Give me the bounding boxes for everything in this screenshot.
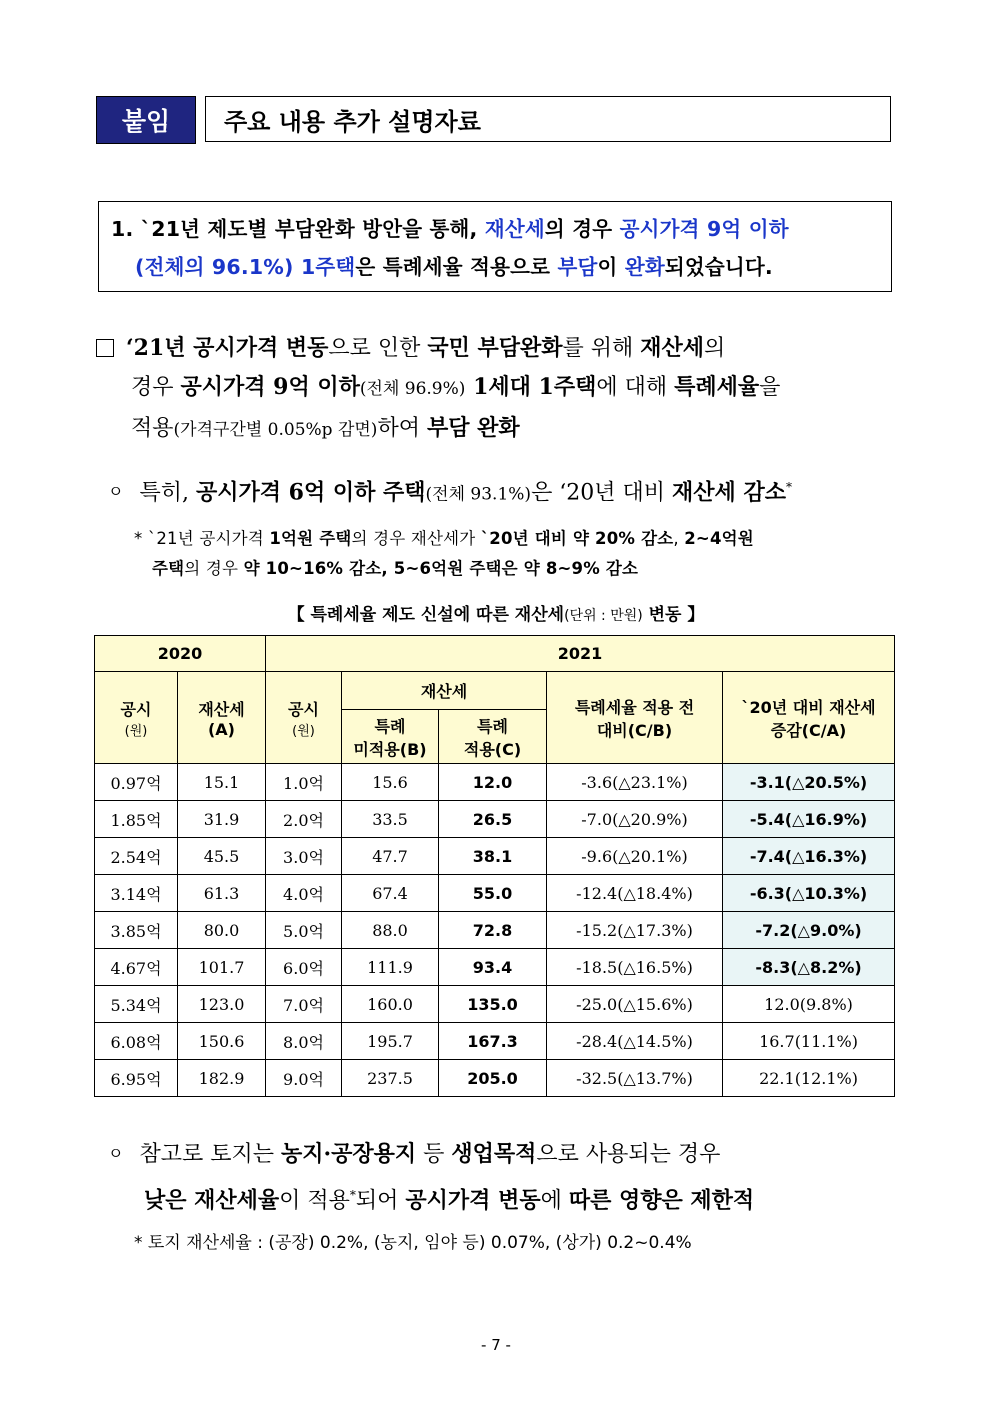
ref-text-bold: 따른 영향은 제한적 xyxy=(568,1187,755,1214)
table-cell: 167.3 xyxy=(439,1023,547,1060)
table-cell: 4.67억 xyxy=(95,949,178,986)
table-cell: 135.0 xyxy=(439,986,547,1023)
summary-highlight: 부담 xyxy=(557,255,598,279)
table-row xyxy=(95,875,895,912)
header-label: 증감(C/A) xyxy=(770,720,847,740)
table-cell: 15.6 xyxy=(342,764,439,801)
ref-text-bold: 공시가격 변동 xyxy=(405,1187,541,1214)
table-cell: -18.5(△16.5%) xyxy=(547,949,723,986)
table-cell: -7.2(△9.0%) xyxy=(723,912,895,949)
col-price-2020 xyxy=(95,672,178,764)
footnote-text-bold: `20년 대비 약 20% 감소 xyxy=(480,529,674,548)
table-cell: 6.08억 xyxy=(95,1023,178,1060)
main-paren-note: (가격구간별 0.05%p 감면) xyxy=(173,420,378,440)
table-cell: -9.6(△20.1%) xyxy=(547,838,723,875)
header-label: 재산세 xyxy=(198,699,245,719)
header-label: 특례 xyxy=(374,716,406,736)
table-cell: 12.0(9.8%) xyxy=(723,986,895,1023)
header-label: 대비(C/B) xyxy=(596,720,673,740)
ref-line-2 xyxy=(108,1175,908,1221)
sub-text: 특히, xyxy=(139,480,196,506)
header-label: (A) xyxy=(207,719,235,739)
table-row xyxy=(95,838,895,875)
col-ca xyxy=(723,672,895,764)
table-cell: 237.5 xyxy=(342,1060,439,1097)
page-number: - 7 - xyxy=(481,1336,511,1354)
main-text: 을 xyxy=(759,375,781,400)
ref-text-bold: 낮은 재산세율 xyxy=(144,1187,280,1214)
table-cell: -6.3(△10.3%) xyxy=(723,875,895,912)
bullet-circle-icon: ㅇ xyxy=(108,482,124,502)
table-cell: 8.0억 xyxy=(266,1023,342,1060)
table-cell: -3.1(△20.5%) xyxy=(723,764,895,801)
summary-highlight: (전체의 96.1%) 1주택 xyxy=(135,255,356,279)
table-cell: 6.95억 xyxy=(95,1060,178,1097)
header-label: 적용(C) xyxy=(463,739,522,759)
sub-paragraph xyxy=(108,468,908,513)
table-cell: 88.0 xyxy=(342,912,439,949)
table-cell: 0.97억 xyxy=(95,764,178,801)
main-text: 경우 xyxy=(131,375,181,400)
bullet-circle-icon: ㅇ xyxy=(108,1144,124,1163)
table-cell: 182.9 xyxy=(178,1060,266,1097)
tax-change-table xyxy=(94,635,895,1097)
main-line-2 xyxy=(96,368,896,409)
table-cell: 12.0 xyxy=(439,764,547,801)
summary-text: 이 xyxy=(597,255,625,279)
ref-text: 되어 xyxy=(355,1188,406,1214)
table-cell: -7.4(△16.3%) xyxy=(723,838,895,875)
table-cell: -8.3(△8.2%) xyxy=(723,949,895,986)
header-label: 공시 xyxy=(288,699,319,719)
header-unit: (원) xyxy=(292,723,315,739)
summary-text: 되었습니다. xyxy=(664,255,773,279)
table-cell: 195.7 xyxy=(342,1023,439,1060)
table-cell: -5.4(△16.9%) xyxy=(723,801,895,838)
main-text: 으로 인한 xyxy=(328,336,428,361)
table-cell: 16.7(11.1%) xyxy=(723,1023,895,1060)
footnote-text-bold: 약 10~16% 감소, 5~6억원 주택은 약 8~9% 감소 xyxy=(243,559,639,578)
table-cell: 101.7 xyxy=(178,949,266,986)
sub-text-bold: 재산세 감소 xyxy=(672,479,786,506)
table-cell: 9.0억 xyxy=(266,1060,342,1097)
ref-text: 에 xyxy=(540,1188,569,1214)
footnote-1-line-2 xyxy=(134,554,904,584)
main-line-3 xyxy=(96,409,896,450)
table-cell: 205.0 xyxy=(439,1060,547,1097)
col-tax-a xyxy=(178,672,266,764)
header-label: 공시 xyxy=(120,699,152,719)
table-cell: -7.0(△20.9%) xyxy=(547,801,723,838)
table-cell: 45.5 xyxy=(178,838,266,875)
ref-text: 이 적용 xyxy=(279,1188,350,1214)
main-text: 적용 xyxy=(131,416,174,441)
main-text-bold: 공시가격 9억 이하 xyxy=(180,374,360,400)
footnote-text: 의 경우 xyxy=(184,559,244,578)
table-cell: 123.0 xyxy=(178,986,266,1023)
col-tax-b xyxy=(342,710,439,764)
col-price-2021 xyxy=(266,672,342,764)
reference-paragraph xyxy=(108,1133,908,1221)
table-row xyxy=(95,949,895,986)
main-text-bold: 재산세 xyxy=(640,335,705,361)
table-cell: -28.4(△14.5%) xyxy=(547,1023,723,1060)
header-label: 미적용(B) xyxy=(353,739,427,759)
table-title-text: 변동 】 xyxy=(642,605,705,625)
table-cell: 3.0억 xyxy=(266,838,342,875)
summary-number: 1. xyxy=(111,217,134,241)
main-text-bold: 특례세율 xyxy=(674,374,760,400)
table-cell: 47.7 xyxy=(342,838,439,875)
header-unit: (원) xyxy=(124,723,148,739)
summary-box xyxy=(98,201,892,292)
table-row xyxy=(95,1023,895,1060)
table-cell: 38.1 xyxy=(439,838,547,875)
main-text-bold: 1세대 1주택 xyxy=(465,374,597,400)
footnote-marker: * xyxy=(785,480,792,494)
table-cell: 26.5 xyxy=(439,801,547,838)
attachment-tag: 붙임 xyxy=(96,96,196,144)
footnote-1 xyxy=(134,524,904,584)
col-tax-group: 재산세 xyxy=(342,672,547,710)
main-text: 를 위해 xyxy=(562,336,641,361)
table-row xyxy=(95,986,895,1023)
table-cell: 4.0억 xyxy=(266,875,342,912)
table-cell: 1.0억 xyxy=(266,764,342,801)
footnote-text: , xyxy=(673,529,685,548)
table-cell: -15.2(△17.3%) xyxy=(547,912,723,949)
summary-line-1 xyxy=(111,210,891,248)
table-cell: 15.1 xyxy=(178,764,266,801)
table-cell: -32.5(△13.7%) xyxy=(547,1060,723,1097)
table-cell: 2.54억 xyxy=(95,838,178,875)
table-cell: 31.9 xyxy=(178,801,266,838)
ref-text-bold: 생업목적 xyxy=(451,1141,537,1167)
table-unit: (단위 : 만원) xyxy=(564,608,643,624)
footnote-text-bold: 2~4억원 xyxy=(684,529,754,548)
table-cell: 150.6 xyxy=(178,1023,266,1060)
table-cell: 93.4 xyxy=(439,949,547,986)
ref-text: 으로 사용되는 경우 xyxy=(536,1142,721,1167)
table-title-text: 【 특례세율 제도 신설에 따른 재산세 xyxy=(287,605,565,625)
table-row xyxy=(95,912,895,949)
header-label: 특례세율 적용 전 xyxy=(574,697,695,717)
table-cell: 1.85억 xyxy=(95,801,178,838)
main-text: 에 대해 xyxy=(596,375,675,400)
summary-highlight: 공시가격 9억 이하 xyxy=(619,217,789,241)
header-label: 특례 xyxy=(477,716,508,736)
table-row xyxy=(95,1060,895,1097)
ref-text-bold: 농지·공장용지 xyxy=(280,1141,417,1167)
table-cell: 2.0억 xyxy=(266,801,342,838)
main-text: 의 xyxy=(704,336,726,361)
page-title: 주요 내용 추가 설명자료 xyxy=(205,96,891,142)
ref-text: 등 xyxy=(416,1142,452,1167)
table-cell: 33.5 xyxy=(342,801,439,838)
table-cell: 80.0 xyxy=(178,912,266,949)
main-line-1 xyxy=(96,329,896,368)
table-cell: 3.14억 xyxy=(95,875,178,912)
footnote-2: * 토지 재산세율 : (공장) 0.2%, (농지, 임야 등) 0.07%, (상가) 0.2~0.4% xyxy=(134,1233,692,1253)
main-text-bold: 부담 완화 xyxy=(426,415,520,441)
summary-line-2 xyxy=(111,248,891,286)
table-cell: 111.9 xyxy=(342,949,439,986)
summary-text: `21년 제도별 부담완화 방안을 통해, xyxy=(140,217,485,241)
col-cb xyxy=(547,672,723,764)
main-text-bold: ‘21년 공시가격 변동 xyxy=(126,335,329,361)
ref-line-1 xyxy=(108,1133,908,1175)
table-cell: 7.0억 xyxy=(266,986,342,1023)
year-2021-header: 2021 xyxy=(266,636,895,672)
footnote-1-line-1 xyxy=(134,524,904,554)
summary-text: 의 경우 xyxy=(544,217,620,241)
checkbox-square-icon xyxy=(96,339,114,357)
main-text-bold: 국민 부담완화 xyxy=(427,335,563,361)
col-tax-c xyxy=(439,710,547,764)
footnote-text-bold: 1억원 주택 xyxy=(269,529,352,548)
table-cell: 6.0억 xyxy=(266,949,342,986)
table-cell: -12.4(△18.4%) xyxy=(547,875,723,912)
table-cell: 22.1(12.1%) xyxy=(723,1060,895,1097)
table-cell: 5.0억 xyxy=(266,912,342,949)
table-cell: 160.0 xyxy=(342,986,439,1023)
main-text: 하여 xyxy=(377,416,427,441)
table-cell: 55.0 xyxy=(439,875,547,912)
footnote-text-bold: 주택 xyxy=(152,559,185,578)
table-cell: 61.3 xyxy=(178,875,266,912)
summary-highlight: 재산세 xyxy=(484,217,545,241)
table-cell: 5.34억 xyxy=(95,986,178,1023)
header-label: `20년 대비 재산세 xyxy=(741,697,876,717)
table-title xyxy=(0,600,992,625)
table-cell: 72.8 xyxy=(439,912,547,949)
summary-highlight: 완화 xyxy=(624,255,665,279)
table-row xyxy=(95,764,895,801)
footnote-text: * `21년 공시가격 xyxy=(134,529,270,548)
table-row xyxy=(95,801,895,838)
sub-text-bold: 공시가격 6억 이하 주택 xyxy=(195,479,426,506)
sub-paren-note: (전체 93.1%) xyxy=(425,484,532,505)
table-cell: -25.0(△15.6%) xyxy=(547,986,723,1023)
ref-text: 참고로 토지는 xyxy=(139,1142,281,1167)
table-cell: 67.4 xyxy=(342,875,439,912)
sub-text: 은 ‘20년 대비 xyxy=(531,480,673,506)
footnote-text: 의 경우 재산세가 xyxy=(351,529,481,548)
year-2020-header: 2020 xyxy=(95,636,266,672)
summary-text: 은 특례세율 적용으로 xyxy=(355,255,558,279)
table-cell: -3.6(△23.1%) xyxy=(547,764,723,801)
footnote-marker: * xyxy=(349,1188,356,1202)
table-cell: 3.85억 xyxy=(95,912,178,949)
main-paragraph xyxy=(96,329,896,450)
main-paren-note: (전체 96.9%) xyxy=(359,379,466,399)
